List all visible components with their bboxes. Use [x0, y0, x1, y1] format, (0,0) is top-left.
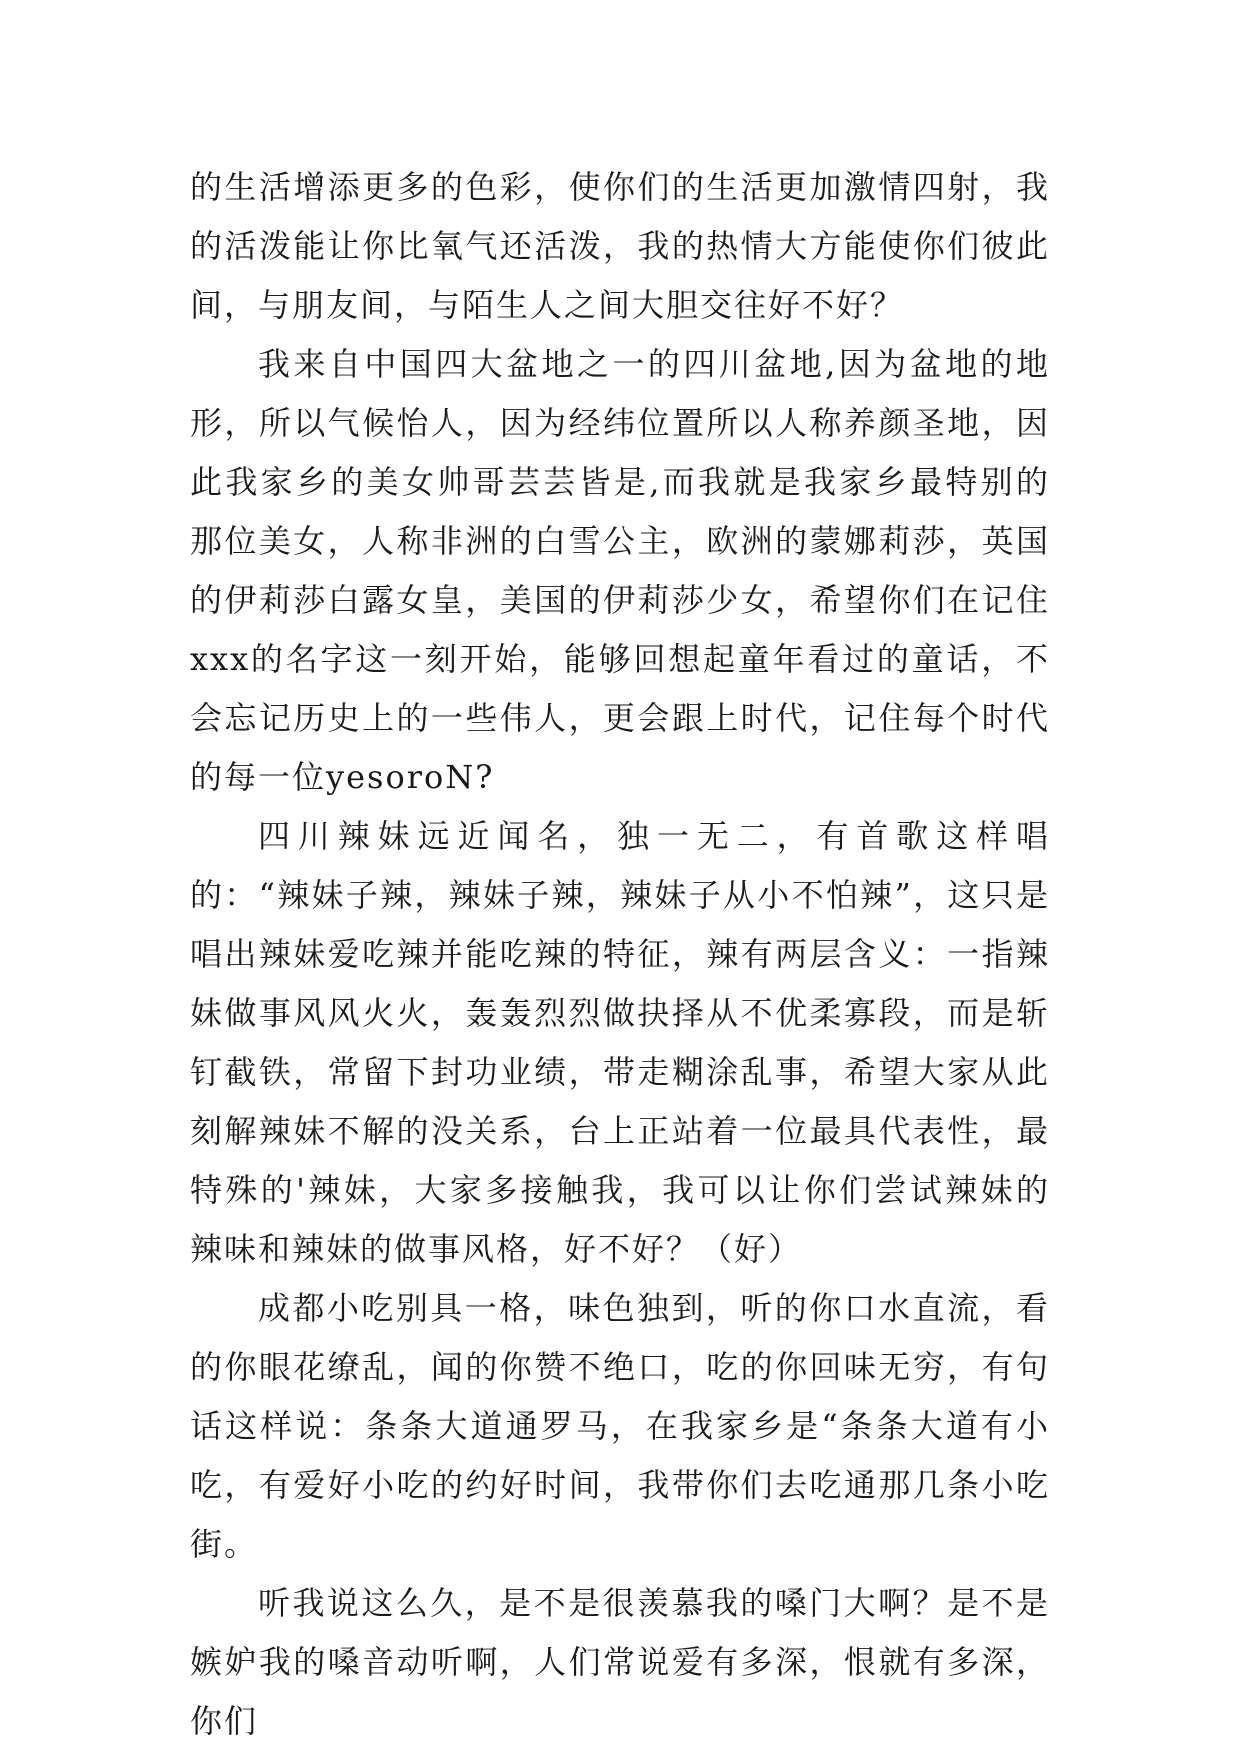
paragraph-1: 的生活增添更多的色彩，使你们的生活更加激情四射，我的活泼能让你比氧气还活泼，我的热情大方能使你们彼此间，与朋友间，与陌生人之间大胆交往好不好？	[190, 168, 1050, 324]
paragraph-5: 听我说这么久，是不是很羡慕我的嗓门大啊？是不是嫉妒我的嗓音动听啊，人们常说爱有多深，恨就有多深，你们	[190, 1584, 1050, 1740]
paragraph-4: 成都小吃别具一格，味色独到，听的你口水直流，看的你眼花缭乱，闻的你赞不绝口，吃的你回味无穷，有句话这样说：条条大道通罗马，在我家乡是“条条大道有小吃，有爱好小吃的约好时间，我带你们去吃通那几条小吃街。	[190, 1289, 1050, 1563]
document-body	[190, 158, 1050, 1751]
paragraph-3: 四川辣妹远近闻名，独一无二，有首歌这样唱的：“辣妹子辣，辣妹子辣，辣妹子从小不怕辣”，这只是唱出辣妹爱吃辣并能吃辣的特征，辣有两层含义：一指辣妹做事风风火火，轰轰烈烈做抉择从不优柔寡段，而是斩钉截铁，常留下封功业绩，带走糊涂乱事，希望大家从此刻解辣妹不解的没关系，台上正站着一位最具代表性，最特殊的'辣妹，大家多接触我，我可以让你们尝试辣妹的辣味和辣妹的做事风格，好不好？（好）	[190, 817, 1050, 1268]
paragraph-2: 我来自中国四大盆地之一的四川盆地,因为盆地的地形，所以气候怡人，因为经纬位置所以人称养颜圣地，因此我家乡的美女帅哥芸芸皆是,而我就是我家乡最特别的那位美女，人称非洲的白雪公主，欧洲的蒙娜莉莎，英国的伊莉莎白露女皇，美国的伊莉莎少女，希望你们在记住xxx的名字这一刻开始，能够回想起童年看过的童话，不会忘记历史上的一些伟人，更会跟上时代，记住每个时代的每一位yesoroN?	[190, 345, 1050, 796]
